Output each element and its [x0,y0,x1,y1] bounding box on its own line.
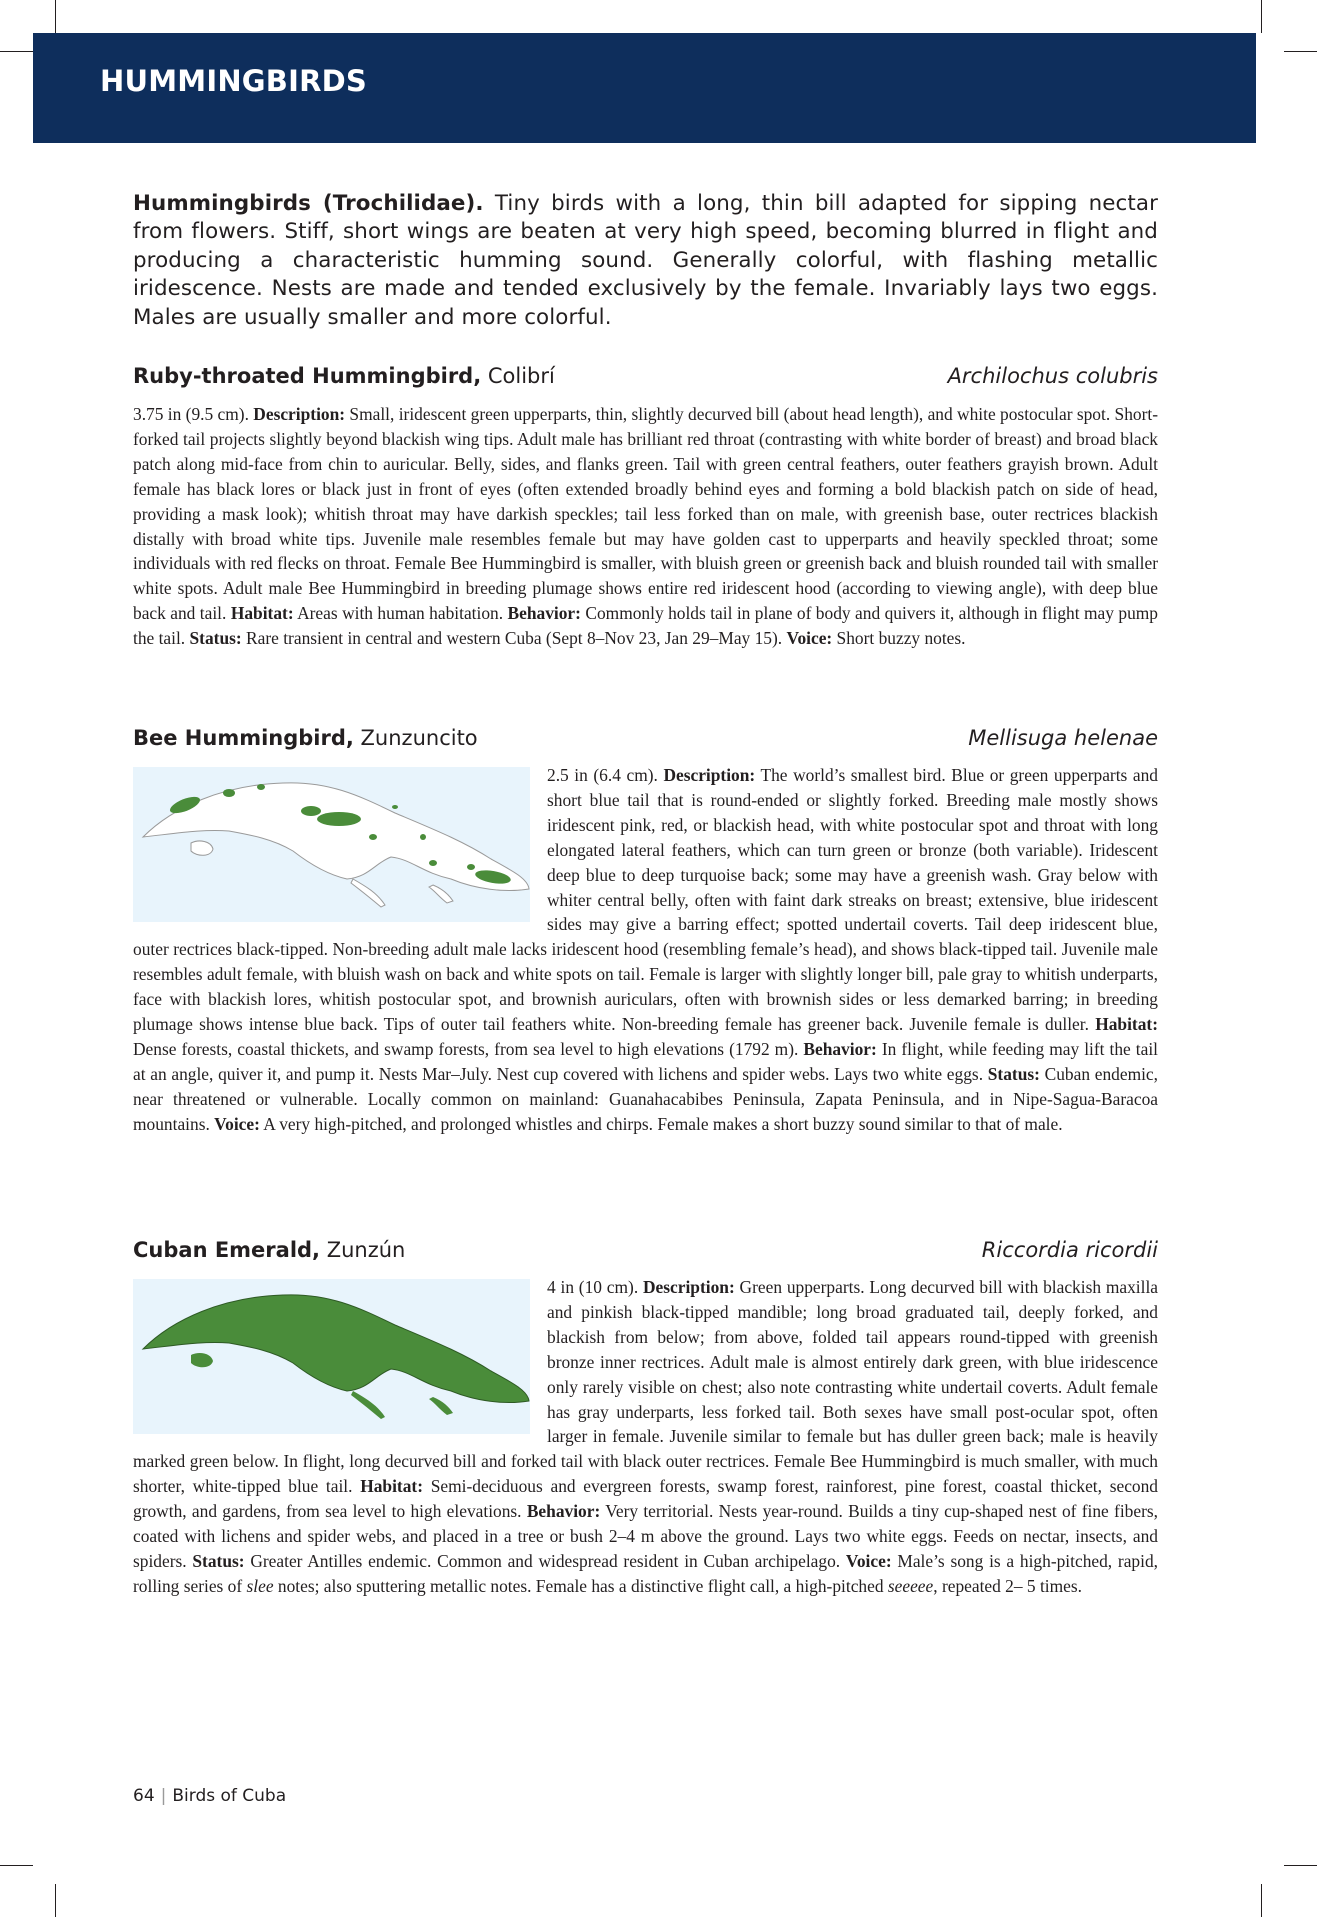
species-voice: A very high-pitched, and prolonged whistles and chirps. Female makes a short buzzy sound similar to that of male. [259,1113,1063,1134]
family-intro [133,190,1158,332]
label-behavior: Behavior: [803,1038,877,1059]
footer-separator: | [160,1786,167,1806]
voice-emphasis: slee [246,1575,274,1596]
species-habitat: Dense forests, coastal thickets, and swamp forests, from sea level to high elevations (1792 m). [133,1038,804,1059]
species-scientific-name: Riccordia ricordii [981,1238,1158,1262]
label-habitat: Habitat: [360,1476,423,1497]
label-voice: Voice: [214,1113,260,1134]
species-habitat: Areas with human habitation. [293,603,508,624]
species-account-bee [133,763,1158,1137]
book-title: Birds of Cuba [172,1786,287,1806]
label-status: Status: [987,1063,1040,1084]
voice-emphasis: seeeee [887,1575,934,1596]
family-term: Hummingbirds (Trochilidae). [133,191,484,216]
species-name: Bee Hummingbird, [133,726,354,750]
species-description: Green upperparts. Long decurved bill with blackish maxilla and pinkish black-tipped mandible; long broad graduated tail, deeply forked, and blackish from below; from above, folded tail appears round-tipped with greenish bronze inner rectrices. Adult male is almost entirely dark green, with blue iridescence only rarely visible on chest; also note contrasting white undertail coverts. Adult female has gray underparts, less forked tail. Both sexes have small post-ocular spot, often larger in female. Juvenile similar to female but has duller green back; male is heavily marked green below. In flight, long decurved bill and forked tail with black outer rectrices. Female Bee Hummingbird is much smaller, with much shorter, white-tipped blue tail. [133,1277,1158,1497]
crop-mark [1261,1884,1262,1917]
label-status: Status: [192,1550,245,1571]
species-description: The world’s smallest bird. Blue or green upperparts and short blue tail that is round-ended or slightly forked. Breeding male mostly shows iridescent pink, red, or blackish head, with white postocular spot and throat with long elongated lateral feathers, which can turn green or bronze (both variable). Iridescent deep blue to deep turquoise back; some may have a greenish wash. Gray below with whiter central belly, often with faint dark streaks on breast; extensive, blue iridescent sides may give a barring effect; spotted undertail coverts. Tail deep iridescent blue, outer rectrices black-tipped. Non-breeding adult male lacks iridescent hood (resembling female’s head), and shows black-tipped tail. Juvenile male resembles adult female, with bluish wash on back and white spots on tail. Female is larger with slightly longer bill, pale gray to whitish underparts, face with blackish lores, whitish postocular spot, and brownish auriculars, often with brownish sides or less demarked barring; in breeding plumage shows intense blue back. Tips of outer tail feathers white. Non-breeding female has greener back. Juvenile female is duller. [133,765,1158,1035]
range-map-bee [133,767,530,922]
crop-mark [55,1884,56,1917]
species-behavior: Commonly holds tail in plane of body and quivers it, although in flight may pump the tail. [133,603,1158,649]
species-local-name: Zunzuncito [353,726,478,750]
crop-mark [0,51,33,52]
species-size: 2.5 in (6.4 cm). [547,765,664,785]
species-behavior: In flight, while feeding may lift the tail at an angle, quiver it, and pump it. Nests Mar–July. Nest cup covered with lichens and spider webs. Lays two white eggs. [133,1038,1158,1084]
crop-mark [55,0,56,33]
cuba-range-map [133,767,530,922]
section-title: HUMMINGBIRDS [100,64,367,98]
species-name: Ruby-throated Hummingbird, [133,364,482,388]
label-description: Description: [642,1277,735,1297]
species-local-name: Zunzún [320,1238,406,1262]
label-habitat: Habitat: [230,603,294,624]
label-description: Description: [253,404,346,424]
species-heading-bee [133,726,1158,756]
species-account-ruby-throated [133,402,1158,651]
page-footer [133,1786,286,1806]
crop-mark [1261,0,1262,33]
species-size: 3.75 in (9.5 cm). [133,404,254,424]
label-description: Description: [663,765,756,785]
family-description: Tiny birds with a long, thin bill adapted for sipping nectar from flowers. Stiff, short wings are beaten at very high speed, becoming blurred in flight and producing a characteristic humming sound. Generally colorful, with flashing metallic iridescence. Nests are made and tended exclusively by the female. Invariably lays two eggs. Males are usually smaller and more colorful. [133,191,1158,330]
label-status: Status: [189,628,242,649]
species-habitat: Semi-deciduous and evergreen forests, swamp forest, rainforest, pine forest, coastal thicket, second growth, and gardens, from sea level to high elevations. [133,1476,1158,1522]
label-habitat: Habitat: [1095,1014,1158,1035]
species-heading-cuban-emerald [133,1238,1158,1268]
range-map-cuban-emerald [133,1279,530,1434]
label-behavior: Behavior: [526,1501,601,1522]
cuba-range-map [133,1279,530,1434]
species-voice: Short buzzy notes. [832,628,966,649]
species-description: Small, iridescent green upperparts, thin, slightly decurved bill (about head length), and white postocular spot. Short-forked tail projects slightly beyond blackish wing tips. Adult male has brilliant red throat (contrasting with white border of breast) and broad black patch along mid-face from chin to auricular. Belly, sides, and flanks green. Tail with green central feathers, outer feathers grayish brown. Adult female has black lores or black just in front of eyes (often extended broadly behind eyes and forming a bold blackish patch on side of head, providing a mask look); whitish throat may have darkish speckles; tail less forked than on male, with greenish base, outer rectrices blackish distally with broad white tips. Juvenile male resembles female but may have golden cast to upperparts and heavily speckled throat; some individuals with red flecks on throat. Female Bee Hummingbird is smaller, with bluish green or greenish back and bluish rounded tail with smaller white spots. Adult male Bee Hummingbird in breeding plumage shows entire red iridescent hood (according to viewing angle), with deep blue back and tail. [133,404,1159,624]
label-voice: Voice: [845,1550,892,1571]
crop-mark [0,1865,33,1866]
species-size: 4 in (10 cm). [547,1277,643,1297]
species-heading-ruby-throated [133,364,1158,394]
species-local-name: Colibrí [481,364,555,388]
species-status: Greater Antilles endemic. Common and widespread resident in Cuban archipelago. [244,1550,846,1571]
crop-mark [1284,51,1317,52]
species-scientific-name: Mellisuga helenae [968,726,1158,750]
species-status: Rare transient in central and western Cuba (Sept 8–Nov 23, Jan 29–May 15). [241,628,787,649]
species-voice: notes; also sputtering metallic notes. Female has a distinctive flight call, a high-pitched [273,1575,888,1596]
species-scientific-name: Archilochus colubris [947,364,1158,388]
label-behavior: Behavior: [507,603,581,624]
species-account-cuban-emerald [133,1275,1158,1599]
page-number: 64 [133,1786,155,1806]
species-status: Cuban endemic, near threatened or vulnerable. Locally common on mainland: Guanahacabibes Peninsula, Zapata Peninsula, and in Nipe-Sagua-Baracoa mountains. [133,1063,1158,1134]
species-name: Cuban Emerald, [133,1238,321,1262]
species-behavior: Very territorial. Nests year-round. Builds a tiny cup-shaped nest of fine fibers, coated with lichens and spider webs, and placed in a tree or bush 2–4 m above the ground. Lays two white eggs. Feeds on nectar, insects, and spiders. [133,1501,1158,1571]
crop-mark [1284,1865,1317,1866]
label-voice: Voice: [786,628,833,649]
species-voice: Male’s song is a high-pitched, rapid, rolling series of [133,1550,1158,1596]
species-voice: , repeated 2– 5 times. [933,1575,1082,1596]
